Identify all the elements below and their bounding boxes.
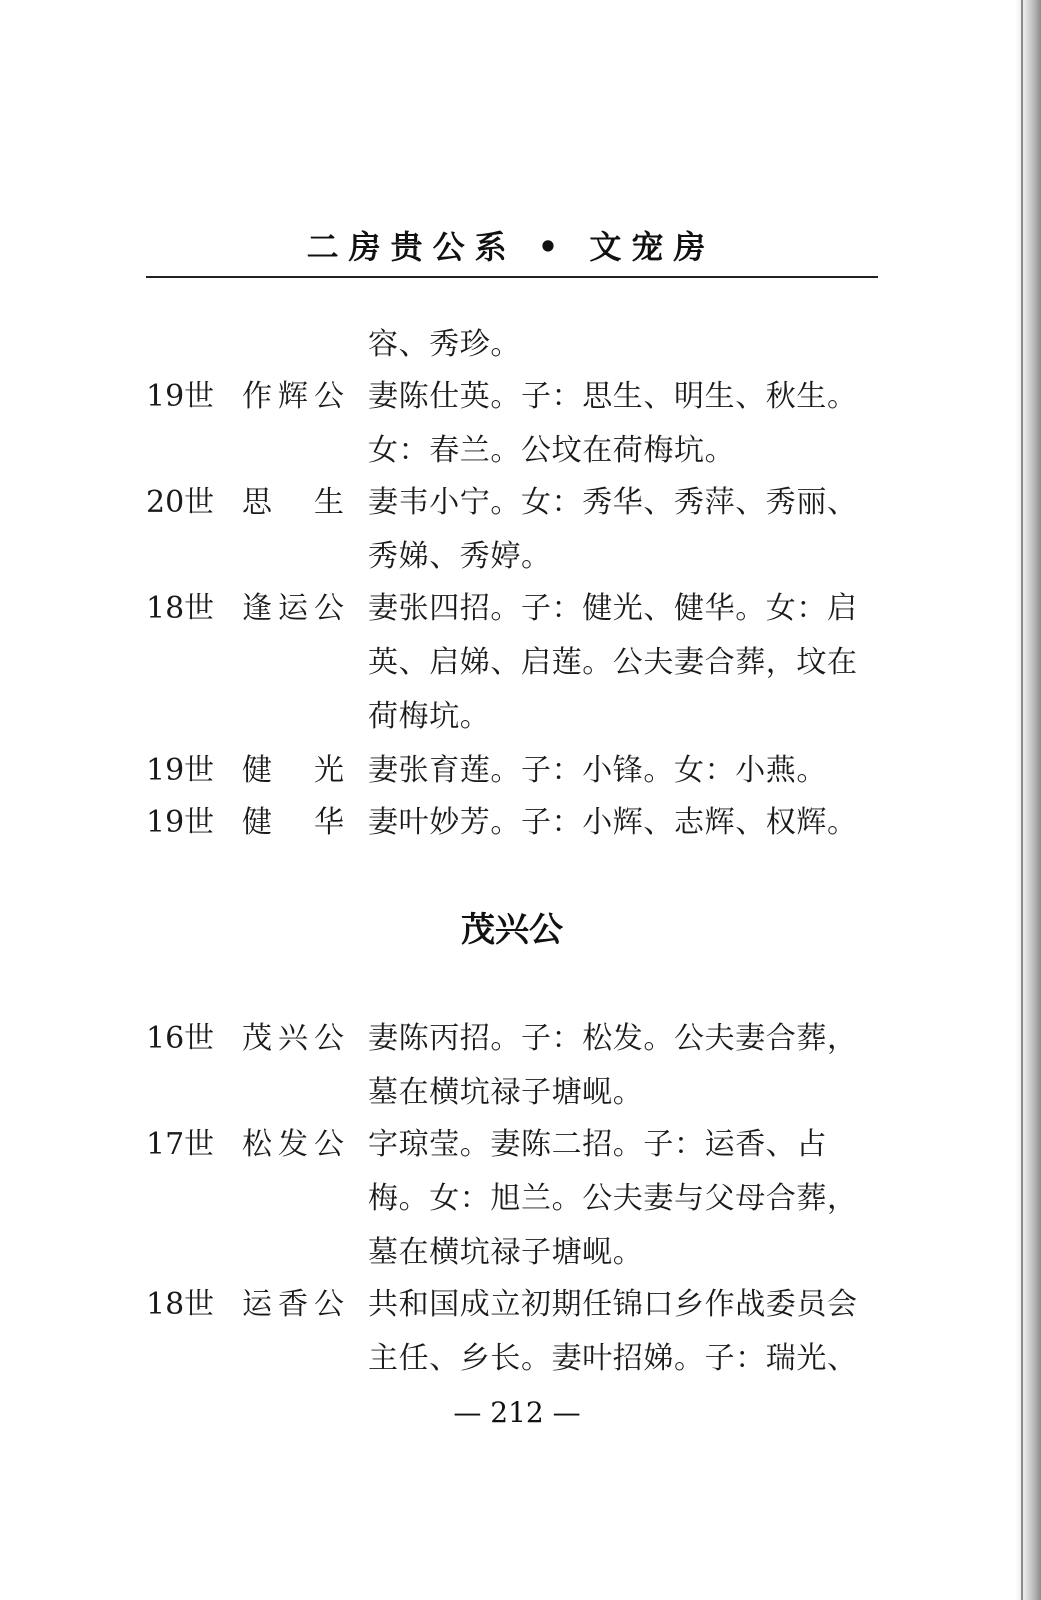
entry-generation: 19世 xyxy=(146,379,215,414)
running-head: 二房贵公系 • 文宠房 xyxy=(306,228,716,266)
entry-generation: 20世 xyxy=(146,485,215,520)
entry-generation: 17世 xyxy=(146,1127,215,1162)
entry-text: 妻张育莲。子：小锋。女：小燕。 xyxy=(368,753,827,788)
entry-text: 容、秀珍。 xyxy=(368,327,521,362)
entry-name: 松发公 xyxy=(242,1127,344,1162)
entry-name: 逢运公 xyxy=(242,591,344,626)
entry-name: 思 生 xyxy=(242,485,344,520)
page-number: — 212 — xyxy=(453,1396,581,1429)
page-edge-line xyxy=(1021,0,1023,1600)
section-title: 茂兴公 xyxy=(461,910,563,950)
entry-text: 字琼莹。妻陈二招。子：运香、占梅。女：旭兰。公夫妻与父母合葬，墓在横坑禄子塘岘。 xyxy=(368,1127,858,1270)
entry-name: 作辉公 xyxy=(242,379,344,414)
entry-text: 妻韦小宁。女：秀华、秀萍、秀丽、秀娣、秀婷。 xyxy=(368,485,858,574)
entry-text: 妻陈丙招。子：松发。公夫妻合葬，墓在横坑禄子塘岘。 xyxy=(368,1021,858,1110)
entry-generation: 16世 xyxy=(146,1021,215,1056)
entry-name: 健 光 xyxy=(242,753,344,788)
entry-text: 妻叶妙芳。子：小辉、志辉、权辉。 xyxy=(368,805,858,840)
entry-generation: 18世 xyxy=(146,591,215,626)
entry-name: 茂兴公 xyxy=(242,1021,344,1056)
entry-name: 运香公 xyxy=(242,1287,344,1322)
entry-text: 妻张四招。子：健光、健华。女：启英、启娣、启莲。公夫妻合葬，坟在荷梅坑。 xyxy=(368,591,858,734)
entry-generation: 19世 xyxy=(146,805,215,840)
entry-generation: 19世 xyxy=(146,753,215,788)
entry-generation: 18世 xyxy=(146,1287,215,1322)
entry-text: 共和国成立初期任锦口乡作战委员会主任、乡长。妻叶招娣。子：瑞光、 xyxy=(368,1287,858,1376)
page-edge-shadow xyxy=(1015,0,1041,1600)
header-rule xyxy=(146,276,878,278)
entry-name: 健 华 xyxy=(242,805,344,840)
entry-text: 妻陈仕英。子：思生、明生、秋生。女：春兰。公坟在荷梅坑。 xyxy=(368,379,858,468)
